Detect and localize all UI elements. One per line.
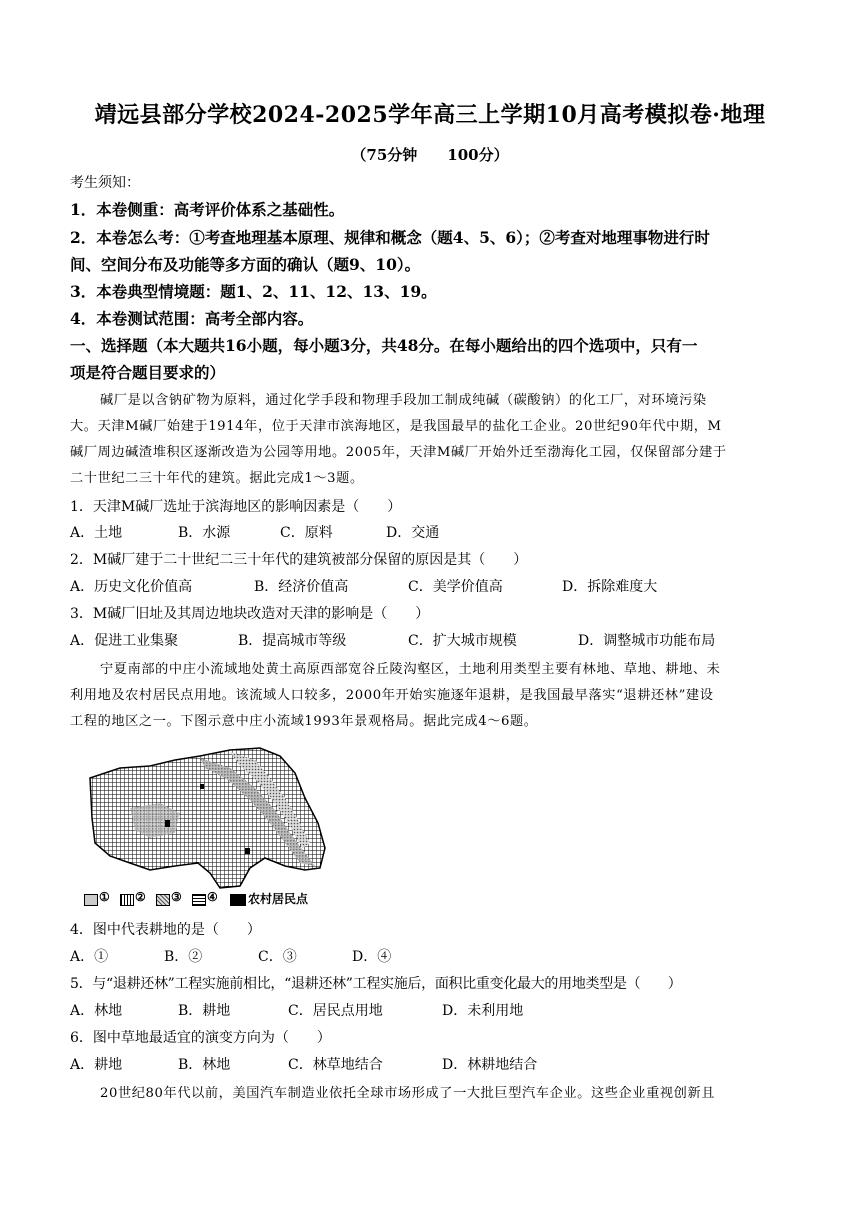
passage-line: 20世纪80年代以前，美国汽车制造业依托全球市场形成了一大批巨型汽车企业。这些企业重视创新且	[100, 1086, 716, 1101]
legend-label: ①	[99, 890, 110, 904]
passage-line: 利用地及农村居民点用地。该流域人口较多，2000年开始实施逐年退耕，是我国最早落实“退耕还林”建设	[70, 688, 714, 703]
option-b: B．耕地	[178, 1003, 231, 1019]
village-marker	[200, 784, 204, 789]
option-c: C．扩大城市规模	[408, 633, 517, 649]
option-a: A．历史文化价值高	[70, 579, 193, 595]
notice-item: 1．本卷侧重：高考评价体系之基础性。	[70, 200, 345, 219]
option-c: C．林草地结合	[288, 1057, 383, 1073]
passage-line: 宁夏南部的中庄小流域地处黄土高原西部宽谷丘陵沟壑区，土地利用类型主要有林地、草地、耕地、未	[100, 662, 721, 677]
legend-swatch-4	[192, 894, 206, 906]
option-d: D．调整城市功能布局	[578, 633, 716, 649]
notice-heading: 考生须知：	[70, 175, 140, 191]
option-c: C．原料	[280, 525, 333, 541]
option-c: C．居民点用地	[288, 1003, 383, 1019]
option-a: A．耕地	[70, 1057, 123, 1073]
option-a: A．①	[70, 949, 109, 965]
question-5-stem: 5．与“退耕还林”工程实施前相比，“退耕还林”工程实施后，面积比重变化最大的用地类型是（ ）	[70, 976, 682, 992]
option-b: B．②	[164, 949, 203, 965]
option-a: A．土地	[70, 525, 123, 541]
passage-line: 工程的地区之一。下图示意中庄小流域1993年景观格局。据此完成4～6题。	[70, 714, 538, 729]
notice-item: 间、空间分布及功能等多方面的确认（题9、10）。	[70, 255, 421, 274]
legend-label: 农村居民点	[248, 892, 309, 906]
question-6-stem: 6．图中草地最适宜的演变方向为（ ）	[70, 1030, 331, 1046]
option-d: D．未利用地	[442, 1003, 524, 1019]
section-heading: 一、选择题（本大题共16小题，每小题3分，共48分。在每小题给出的四个选项中，只有一	[70, 336, 698, 355]
option-d: D．拆除难度大	[562, 579, 658, 595]
landscape-map-figure	[80, 738, 330, 908]
notice-item: 2．本卷怎么考：①考查地理基本原理、规律和概念（题4、5、6）；②考查对地理事物进行时	[70, 228, 710, 247]
notice-item: 3．本卷典型情境题：题1、2、11、12、13、19。	[70, 282, 437, 301]
option-b: B．经济价值高	[254, 579, 349, 595]
legend-swatch-2	[120, 894, 134, 906]
legend-label: ③	[171, 890, 182, 904]
passage-line: 二十世纪二三十年代的建筑。据此完成1～3题。	[70, 471, 364, 486]
exam-duration-score: （75分钟 100分）	[351, 146, 509, 164]
question-2-stem: 2．M碱厂建于二十世纪二三十年代的建筑被部分保留的原因是其（ ）	[70, 552, 528, 568]
option-a: A．促进工业集聚	[70, 633, 179, 649]
passage-line: 大。天津M碱厂始建于1914年，位于天津市滨海地区，是我国最早的盐化工企业。20世纪90年代中期，M	[70, 419, 722, 434]
notice-item: 4．本卷测试范围：高考全部内容。	[70, 309, 314, 328]
question-1-stem: 1．天津M碱厂选址于滨海地区的影响因素是（ ）	[70, 499, 402, 515]
option-b: B．水源	[178, 525, 231, 541]
option-b: B．林地	[178, 1057, 231, 1073]
passage-line: 碱厂周边碱渣堆积区逐渐改造为公园等用地。2005年，天津M碱厂开始外迁至渤海化工园，仅保留部分建于	[70, 445, 727, 460]
option-c: C．美学价值高	[408, 579, 503, 595]
village-marker	[165, 820, 170, 827]
legend-swatch-1	[84, 894, 98, 906]
legend-label: ④	[207, 890, 218, 904]
option-d: D．交通	[386, 525, 440, 541]
legend-label: ②	[135, 890, 146, 904]
passage-line: 碱厂是以含钠矿物为原料，通过化学手段和物理手段加工制成纯碱（碳酸钠）的化工厂，对环境污染	[100, 393, 707, 408]
section-heading-cont: 项是符合题目要求的）	[70, 363, 226, 382]
map-legend	[84, 888, 344, 910]
question-3-stem: 3．M碱厂旧址及其周边地块改造对天津的影响是（ ）	[70, 606, 430, 622]
village-marker	[245, 848, 250, 854]
legend-swatch-village	[230, 894, 246, 906]
option-a: A．林地	[70, 1003, 123, 1019]
question-4-stem: 4．图中代表耕地的是（ ）	[70, 922, 261, 938]
option-b: B．提高城市等级	[238, 633, 347, 649]
option-c: C．③	[258, 949, 297, 965]
option-d: D．④	[352, 949, 392, 965]
page-title: 靖远县部分学校2024-2025学年高三上学期10月高考模拟卷·地理	[94, 102, 766, 128]
legend-swatch-3	[156, 894, 170, 906]
option-d: D．林耕地结合	[442, 1057, 538, 1073]
